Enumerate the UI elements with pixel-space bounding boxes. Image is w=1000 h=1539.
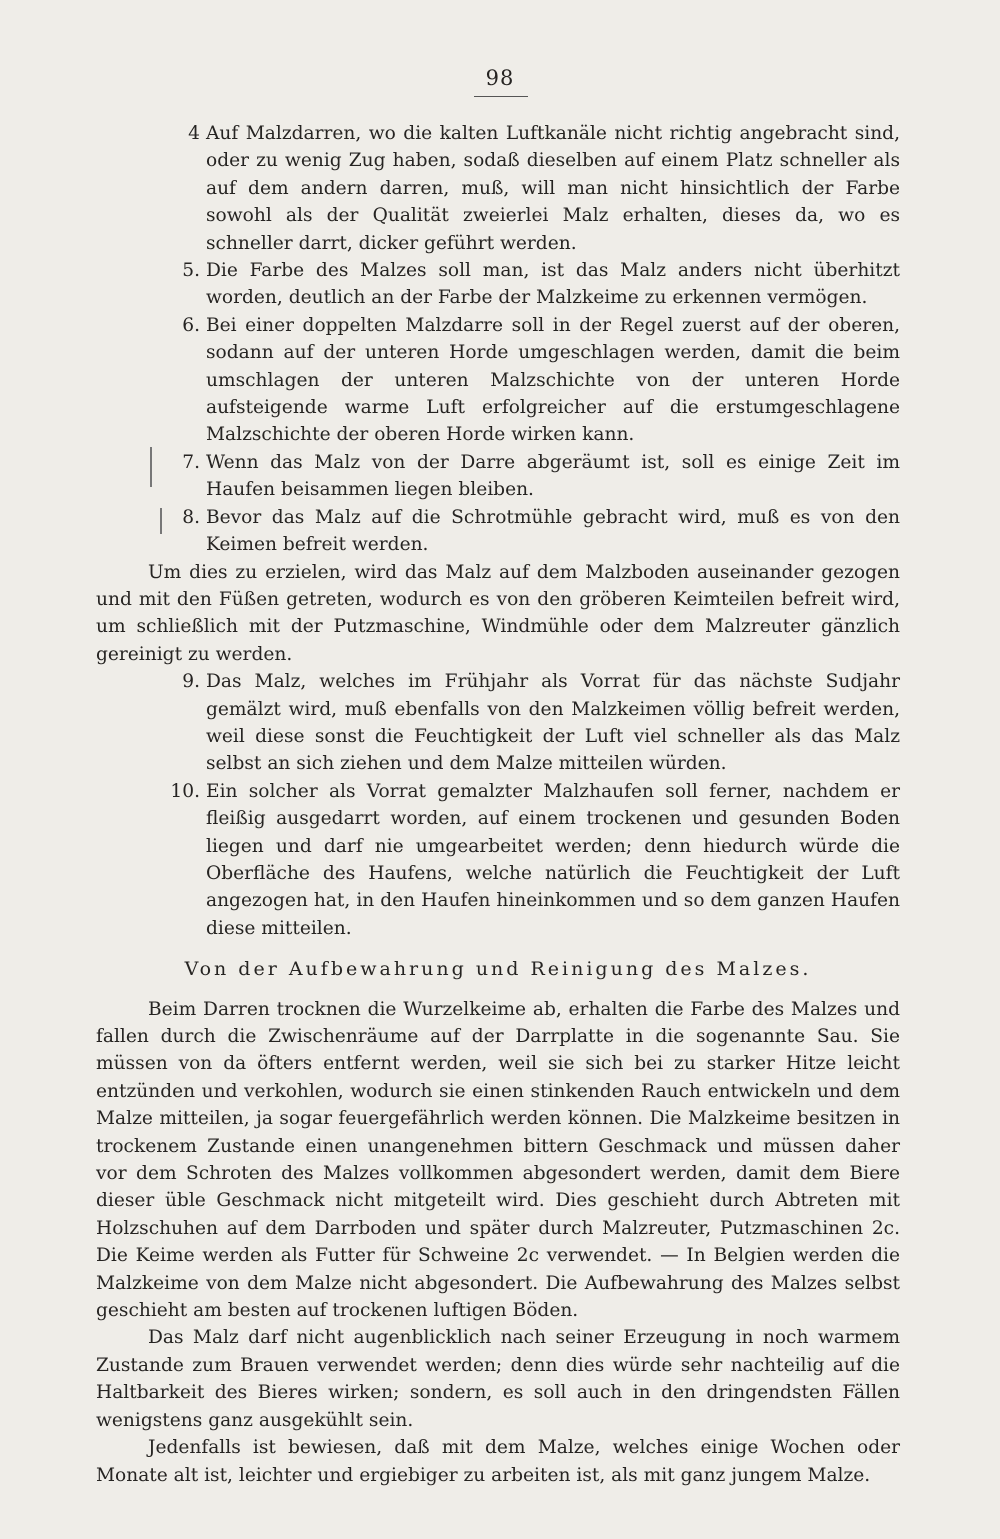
body-paragraph: Das Malz darf nicht augenblicklich nach seiner Erzeugung in noch warmem Zustande zum Brauen verwendet werden; denn dies würde sehr nachteilig auf die Haltbarkeit des Bieres wirken; sondern, es soll auch in den dringendsten Fällen wenigstens ganz ausgekühlt sein. — [96, 1327, 900, 1431]
item-text: Auf Malzdarren, wo die kalten Luftkanäle nicht richtig angebracht sind, oder zu wenig Zug haben, sodaß dieselben auf einem Platz schneller als auf dem andern darren, muß, will man nicht hinsichtlich der Farbe sowohl als der Qualität zweierlei Malz erhalten, dieses da, wo es schneller darrt, dicker geführt werden. — [206, 123, 900, 254]
list-item — [96, 778, 900, 942]
item-number: 5. — [182, 260, 200, 282]
list-item — [96, 257, 900, 312]
item-text: Die Farbe des Malzes soll man, ist das Malz anders nicht überhitzt worden, deutlich an der Farbe der Malzkeime zu erkennen vermögen. — [206, 260, 900, 309]
list-item — [96, 504, 900, 559]
item-number: 6. — [182, 314, 200, 336]
item-number: 7. — [182, 451, 200, 473]
item-number: 4 — [188, 123, 200, 144]
body-paragraph: Beim Darren trocknen die Wurzelkeime ab, erhalten die Farbe des Malzes und fallen durch die Zwischenräume auf der Darrplatte in die sogenannte Sau. Sie müssen von da öfters entfernt werden, weil sie sich bei zu starker Hitze leicht entzünden und verkohlen, wodurch sie einen stinkenden Rauch entwickeln und dem Malze mitteilen, ja sogar feuergefährlich werden können. Die Malzkeime besitzen in trockenem Zustande einen unangenehmen bittern Geschmack und müssen daher vor dem Schroten des Malzes vollkommen abgesondert werden, damit dem Biere dieser üble Geschmack nicht mitgeteilt wird. Dies geschieht durch Abtreten mit Holzschuhen auf dem Darrboden und später durch Malzreuter, Putzmaschinen 2c. Die Keime werden als Futter für Schweine 2c verwendet. — In Belgien werden die Malzkeime von dem Malze nicht abgesondert. Die Aufbewahrung des Malzes selbst geschieht am besten auf trockenen luftigen Böden. — [96, 998, 900, 1322]
page-number-rule — [474, 96, 528, 97]
page-number: 98 — [485, 66, 515, 90]
section-heading: Von der Aufbewahrung und Reinigung des Malzes. — [184, 958, 812, 981]
list-item — [96, 449, 900, 504]
list-item — [96, 120, 900, 257]
body-paragraph: Jedenfalls ist bewiesen, daß mit dem Malze, welches einige Wochen oder Monate alt ist, leichter und ergiebiger zu arbeiten ist, als mit ganz jungem Malze. — [96, 1437, 900, 1486]
item-text: Das Malz, welches im Frühjahr als Vorrat für das nächste Sudjahr gemälzt wird, muß ebenfalls von den Malzkeimen völlig befreit werden, weil diese sonst die Feuchtigkeit der Luft viel schneller als das Malz selbst an sich ziehen und dem Malze mitteilen würden. — [206, 671, 900, 775]
item-text: Ein solcher als Vorrat gemalzter Malzhaufen soll ferner, nachdem er fleißig ausgedarrt worden, auf einem trockenen und gesunden Boden liegen und darf nie umgearbeitet werden; denn hiedurch würde die Oberfläche des Haufens, welche natürlich die Feuchtigkeit der Luft angezogen hat, in den Haufen hineinkommen und so dem ganzen Haufen diese mitteilen. — [206, 780, 900, 939]
item-text: Bevor das Malz auf die Schrotmühle gebracht wird, muß es von den Keimen befreit werden. — [206, 506, 900, 556]
item-number: 9. — [182, 671, 200, 693]
item-number: 8. — [182, 506, 200, 528]
list-item — [96, 312, 900, 449]
item-text: Wenn das Malz von der Darre abgeräumt ist, soll es einige Zeit im Haufen beisammen liegen bleiben. — [206, 451, 900, 501]
item-text: Bei einer doppelten Malzdarre soll in der Regel zuerst auf der oberen, sodann auf der unteren Horde umgeschlagen werden, damit die beim umschlagen der unteren Malzschichte von der unteren Horde aufsteigende warme Luft erfolgreicher auf die erstumgeschlagene Malzschichte der oberen Horde wirken kann. — [206, 314, 900, 446]
list-item — [96, 668, 900, 778]
page-body — [96, 120, 900, 1489]
continuation-paragraph: Um dies zu erzielen, wird das Malz auf dem Malzboden auseinander gezogen und mit den Füßen getreten, wodurch es von den gröberen Keimteilen befreit wird, um schließlich mit der Putzmaschine, Windmühle oder dem Malzreuter gänzlich gereinigt zu werden. — [96, 561, 900, 665]
item-number: 10. — [170, 780, 200, 802]
